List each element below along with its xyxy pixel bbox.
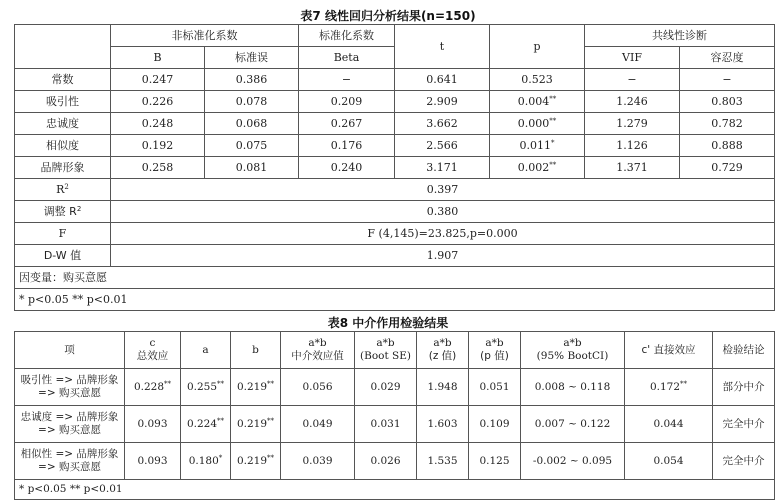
header-c — [125, 332, 181, 369]
header-p-l1: a*b — [485, 337, 504, 349]
cell-a — [181, 443, 231, 480]
p-value: 0.004 — [517, 95, 550, 108]
header-z-l1: a*b — [433, 337, 452, 349]
header-p-l2: (p 值) — [480, 350, 509, 362]
sig-marker: * — [218, 453, 223, 462]
cell-z: 1.603 — [417, 406, 469, 443]
sig-marker: ** — [217, 416, 225, 425]
header-a: a — [181, 332, 231, 369]
table-row — [15, 157, 775, 179]
cell-beta: 0.240 — [299, 157, 395, 179]
cell-direct — [625, 406, 713, 443]
direct-value: 0.054 — [653, 454, 684, 467]
cell-b — [231, 369, 281, 406]
table-row — [15, 406, 775, 443]
cell-b: 0.248 — [111, 113, 205, 135]
r2-value: 0.397 — [111, 179, 775, 201]
header-ab-l1: a*b — [308, 337, 327, 349]
row-label: 品牌形象 — [15, 157, 111, 179]
header-item: 项 — [15, 332, 125, 369]
cell-b: 0.192 — [111, 135, 205, 157]
sig-marker: ** — [549, 161, 557, 169]
header-std: 标准化系数 — [299, 25, 395, 47]
c-value: 0.093 — [137, 417, 168, 430]
cell-ci: 0.007 ~ 0.122 — [521, 406, 625, 443]
cell-tol: 0.803 — [680, 91, 775, 113]
b-value: 0.219 — [236, 454, 268, 467]
cell-ab: 0.039 — [281, 443, 355, 480]
f-label: F — [15, 223, 111, 245]
cell-conclusion: 完全中介 — [713, 406, 775, 443]
cell-a — [181, 369, 231, 406]
header-unstd: 非标准化系数 — [111, 25, 299, 47]
dependent-row — [15, 267, 775, 289]
header-ab-l2: 中介效应值 — [291, 350, 344, 362]
header-boot-se — [355, 332, 417, 369]
header-p — [469, 332, 521, 369]
direct-value: 0.172 — [649, 380, 681, 393]
cell-c — [125, 406, 181, 443]
cell-b: 0.247 — [111, 69, 205, 91]
cell-ci: -0.002 ~ 0.095 — [521, 443, 625, 480]
regression-table — [14, 24, 775, 311]
header-z-l2: (z 值) — [428, 350, 457, 362]
header-b: b — [231, 332, 281, 369]
header-direct: c' 直接效应 — [625, 332, 713, 369]
sig-marker: ** — [549, 117, 557, 125]
cell-p: 0.051 — [469, 369, 521, 406]
header-ab — [281, 332, 355, 369]
cell-t: 2.566 — [395, 135, 490, 157]
adj-r2-label-text: 调整 R — [43, 205, 77, 218]
sig-marker: * — [551, 139, 555, 147]
cell-vif: 1.279 — [585, 113, 680, 135]
note-row — [15, 289, 775, 311]
row-label: 吸引性 — [15, 91, 111, 113]
cell-tol: − — [680, 69, 775, 91]
header-t: t — [395, 25, 490, 69]
cell-c — [125, 369, 181, 406]
mediation-table — [14, 331, 775, 500]
table-row — [15, 91, 775, 113]
cell-se: 0.081 — [205, 157, 299, 179]
cell-vif: 1.246 — [585, 91, 680, 113]
r2-sup: 2 — [64, 183, 69, 191]
cell-p — [490, 69, 585, 91]
table-row — [15, 369, 775, 406]
a-value: 0.255 — [186, 380, 218, 393]
cell-b — [231, 406, 281, 443]
significance-note: * p<0.05 ** p<0.01 — [15, 480, 775, 500]
cell-se: 0.031 — [355, 406, 417, 443]
cell-se: 0.075 — [205, 135, 299, 157]
cell-beta: 0.267 — [299, 113, 395, 135]
cell-ab: 0.056 — [281, 369, 355, 406]
header-row — [15, 332, 775, 369]
sig-marker: ** — [267, 416, 275, 425]
cell-se: 0.386 — [205, 69, 299, 91]
note-row — [15, 480, 775, 500]
row-label: 忠诚度 — [15, 113, 111, 135]
r2-row — [15, 179, 775, 201]
table7-caption: 表7 线性回归分析结果(n=150) — [300, 9, 476, 23]
row-label: 常数 — [15, 69, 111, 91]
cell-beta: − — [299, 69, 395, 91]
header-b: B — [111, 47, 205, 69]
cell-vif: − — [585, 69, 680, 91]
cell-p: 0.109 — [469, 406, 521, 443]
significance-note: * p<0.05 ** p<0.01 — [15, 289, 775, 311]
header-vif: VIF — [585, 47, 680, 69]
cell-vif: 1.371 — [585, 157, 680, 179]
sig-marker: ** — [267, 379, 275, 388]
r2-label-text: R — [56, 183, 65, 196]
header-blank — [15, 25, 111, 69]
cell-tol: 0.729 — [680, 157, 775, 179]
b-value: 0.219 — [236, 380, 268, 393]
p-value: 0.011 — [519, 139, 551, 152]
cell-item: 相似性 => 品牌形象 => 购买意愿 — [15, 443, 125, 480]
table8-caption: 表8 中介作用检验结果 — [327, 316, 449, 330]
header-beta: Beta — [299, 47, 395, 69]
cell-conclusion: 完全中介 — [713, 443, 775, 480]
sig-marker: ** — [164, 379, 172, 388]
cell-b — [231, 443, 281, 480]
header-tolerance: 容忍度 — [680, 47, 775, 69]
dependent-variable: 因变量：购买意愿 — [15, 267, 775, 289]
table-row — [15, 69, 775, 91]
sig-marker: ** — [549, 95, 557, 103]
table-row — [15, 443, 775, 480]
table-row — [15, 113, 775, 135]
p-value: 0.000 — [517, 117, 550, 130]
cell-b: 0.258 — [111, 157, 205, 179]
dw-row — [15, 245, 775, 267]
cell-se: 0.026 — [355, 443, 417, 480]
cell-p: 0.125 — [469, 443, 521, 480]
cell-beta: 0.209 — [299, 91, 395, 113]
row-label: 相似度 — [15, 135, 111, 157]
header-ci — [521, 332, 625, 369]
cell-tol: 0.888 — [680, 135, 775, 157]
cell-direct — [625, 443, 713, 480]
adj-r2-label — [15, 201, 111, 223]
adj-r2-row — [15, 201, 775, 223]
r2-label — [15, 179, 111, 201]
cell-p — [490, 157, 585, 179]
cell-ab: 0.049 — [281, 406, 355, 443]
cell-se: 0.029 — [355, 369, 417, 406]
cell-direct — [625, 369, 713, 406]
table-row — [15, 135, 775, 157]
header-boot-se-l1: a*b — [376, 337, 395, 349]
c-value: 0.228 — [133, 380, 165, 393]
p-value: 0.002 — [517, 161, 550, 174]
direct-value: 0.044 — [653, 417, 684, 430]
cell-item: 吸引性 => 品牌形象 => 购买意愿 — [15, 369, 125, 406]
cell-t: 0.641 — [395, 69, 490, 91]
cell-p — [490, 113, 585, 135]
cell-z: 1.535 — [417, 443, 469, 480]
sig-marker: ** — [217, 379, 225, 388]
cell-se: 0.068 — [205, 113, 299, 135]
sig-marker: ** — [267, 453, 275, 462]
cell-beta: 0.176 — [299, 135, 395, 157]
cell-t: 2.909 — [395, 91, 490, 113]
f-value: F (4,145)=23.825,p=0.000 — [111, 223, 775, 245]
cell-p — [490, 135, 585, 157]
cell-z: 1.948 — [417, 369, 469, 406]
header-z — [417, 332, 469, 369]
header-c-l2: 总效应 — [136, 350, 169, 362]
cell-t: 3.662 — [395, 113, 490, 135]
sig-marker: ** — [680, 379, 688, 388]
cell-c — [125, 443, 181, 480]
cell-t: 3.171 — [395, 157, 490, 179]
cell-conclusion: 部分中介 — [713, 369, 775, 406]
p-value: 0.523 — [521, 73, 553, 86]
dw-value: 1.907 — [111, 245, 775, 267]
cell-p — [490, 91, 585, 113]
cell-se: 0.078 — [205, 91, 299, 113]
header-collinearity: 共线性诊断 — [585, 25, 775, 47]
cell-item: 忠诚度 => 品牌形象 => 购买意愿 — [15, 406, 125, 443]
cell-a — [181, 406, 231, 443]
header-p: p — [490, 25, 585, 69]
header-ci-l2: (95% BootCI) — [536, 350, 609, 362]
header-conclusion: 检验结论 — [713, 332, 775, 369]
a-value: 0.180 — [188, 454, 219, 467]
header-c-l1: c — [149, 337, 156, 349]
c-value: 0.093 — [137, 454, 168, 467]
b-value: 0.219 — [236, 417, 268, 430]
header-boot-se-l2: (Boot SE) — [360, 350, 411, 362]
header-se: 标准误 — [205, 47, 299, 69]
header-ci-l1: a*b — [563, 337, 582, 349]
adj-r2-value: 0.380 — [111, 201, 775, 223]
cell-vif: 1.126 — [585, 135, 680, 157]
cell-b: 0.226 — [111, 91, 205, 113]
a-value: 0.224 — [186, 417, 218, 430]
cell-ci: 0.008 ~ 0.118 — [521, 369, 625, 406]
adj-r2-sup: 2 — [76, 205, 82, 213]
f-row — [15, 223, 775, 245]
cell-tol: 0.782 — [680, 113, 775, 135]
dw-label: D-W 值 — [15, 245, 111, 267]
